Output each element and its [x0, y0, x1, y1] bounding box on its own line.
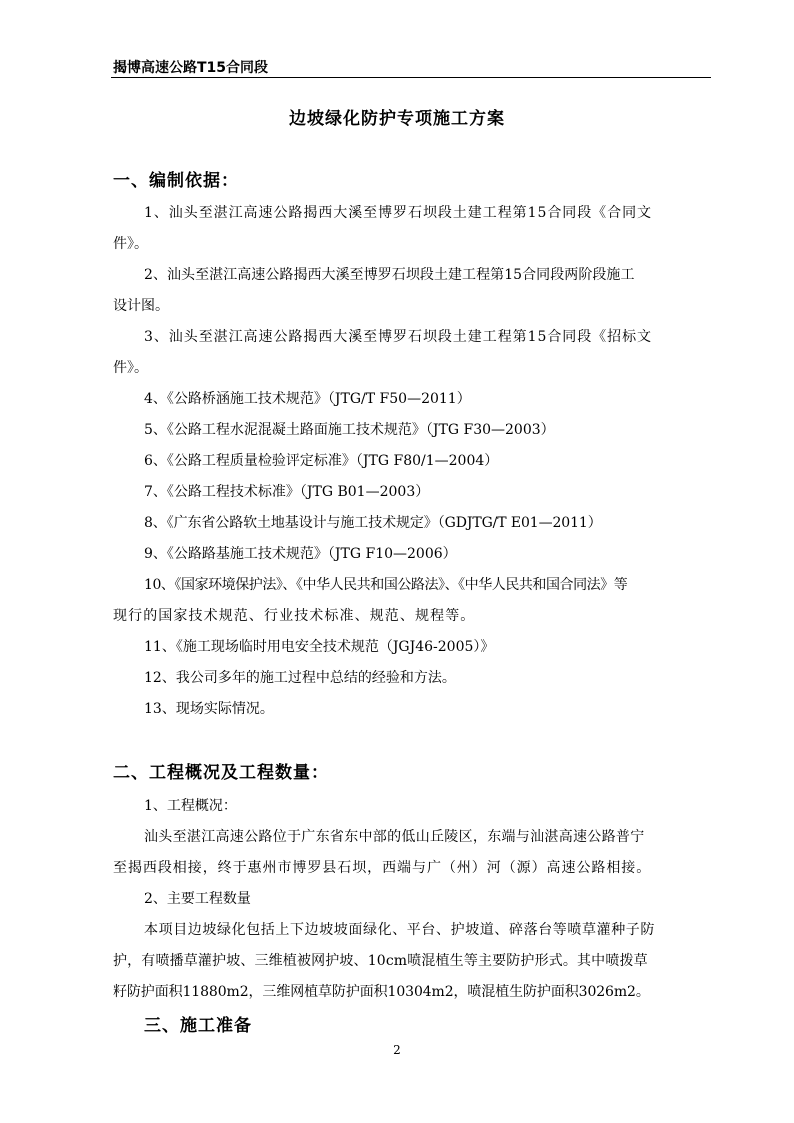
- paragraph-line: 7、《公路工程技术标准》（JTG B01—2003）: [144, 484, 430, 500]
- paragraph-line: 11、《施工现场临时用电安全技术规范（JGJ46-2005）》: [144, 639, 495, 655]
- paragraph-line: 件》。: [113, 360, 148, 376]
- paragraph-line: 2、汕头至湛江高速公路揭西大溪至博罗石坝段土建工程第15合同段两阶段施工: [144, 267, 635, 283]
- paragraph-line: 设计图。: [113, 298, 169, 314]
- section-heading-overview: 二、工程概况及工程数量：: [113, 763, 329, 783]
- paragraph-line: 12、我公司多年的施工过程中总结的经验和方法。: [144, 670, 456, 686]
- paragraph-line: 3、汕头至湛江高速公路揭西大溪至博罗石坝段土建工程第15合同段《招标文: [144, 329, 652, 345]
- paragraph-line: 1、工程概况：: [144, 798, 237, 814]
- paragraph-line: 9、《公路路基施工技术规范》（JTG F10—2006）: [144, 546, 457, 562]
- paragraph-line: 4、《公路桥涵施工技术规范》（JTG/T F50—2011）: [144, 391, 471, 407]
- paragraph-line: 6、《公路工程质量检验评定标准》（JTG F80/1—2004）: [144, 453, 499, 469]
- paragraph-line: 8、《广东省公路软土地基设计与施工技术规定》（GDJTG/T E01—2011）: [144, 515, 602, 531]
- header-divider: [111, 77, 711, 78]
- section-heading-basis: 一、编制依据：: [113, 171, 239, 191]
- page-number: 2: [393, 1043, 401, 1057]
- paragraph-line: 籽防护面积11880m2，三维网植草防护面积10304m2，喷混植生防护面积3026m2。: [113, 984, 650, 1000]
- paragraph-line: 至揭西段相接，终于惠州市博罗县石坝，西端与广（州）河（源）高速公路相接。: [113, 860, 652, 876]
- paragraph-line: 件》。: [113, 236, 148, 252]
- paragraph-line: 护，有喷播草灌护坡、三维植被网护坡、10cm喷混植生等主要防护形式。其中喷拨草: [113, 953, 648, 969]
- paragraph-line: 1、汕头至湛江高速公路揭西大溪至博罗石坝段土建工程第15合同段《合同文: [144, 205, 652, 221]
- document-title: 边坡绿化防护专项施工方案: [289, 109, 505, 129]
- paragraph-line: 汕头至湛江高速公路位于广东省东中部的低山丘陵区，东端与汕湛高速公路普宁: [144, 829, 645, 845]
- paragraph-line: 2、主要工程数量: [144, 891, 251, 907]
- paragraph-line: 现行的国家技术规范、行业技术标准、规范、规程等。: [113, 608, 476, 624]
- paragraph-line: 13、现场实际情况。: [144, 701, 274, 717]
- section-heading-preparation: 三、施工准备: [144, 1016, 252, 1036]
- running-header: 揭博高速公路T15合同段: [113, 60, 269, 76]
- paragraph-line: 5、《公路工程水泥混凝土路面施工技术规范》（JTG F30—2003）: [144, 422, 555, 438]
- paragraph-line: 本项目边坡绿化包括上下边坡坡面绿化、平台、护坡道、碎落台等喷草灌种子防: [144, 922, 655, 938]
- paragraph-line: 10、《国家环境保护法》、《中华人民共和国公路法》、《中华人民共和国合同法》等: [144, 577, 628, 593]
